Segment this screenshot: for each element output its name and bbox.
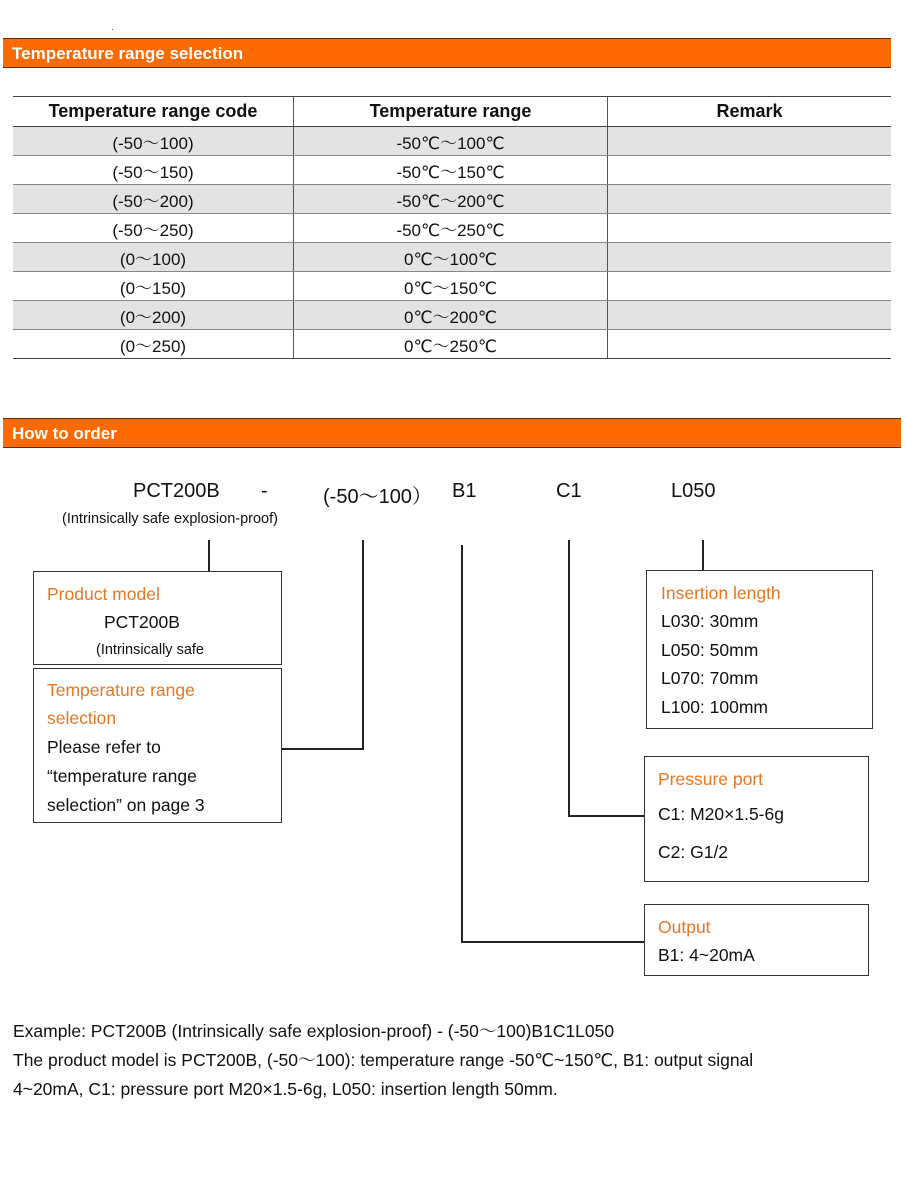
product-model-note: (Intrinsically safe bbox=[96, 642, 204, 658]
code-model: PCT200B bbox=[133, 480, 220, 502]
cell-code: (-50～150) bbox=[13, 156, 294, 185]
connector-temperature-h bbox=[282, 748, 364, 750]
cell-remark bbox=[608, 272, 892, 301]
code-temperature: (-50～100） bbox=[323, 486, 432, 508]
insertion-length-item: L030: 30mm bbox=[661, 611, 759, 631]
cell-range: 0℃～100℃ bbox=[294, 243, 608, 272]
temperature-selection-box bbox=[33, 668, 282, 823]
code-dash: - bbox=[261, 480, 268, 502]
example-line-3: 4~20mA, C1: pressure port M20×1.5-6g, L050: insertion length 50mm. bbox=[13, 1079, 558, 1099]
product-model-box bbox=[33, 571, 282, 665]
connector-product bbox=[208, 540, 210, 572]
cell-remark bbox=[608, 214, 892, 243]
connector-output-h bbox=[461, 941, 645, 943]
cell-code: (0～250) bbox=[13, 330, 294, 359]
cell-range: 0℃～200℃ bbox=[294, 301, 608, 330]
cell-code: (0～100) bbox=[13, 243, 294, 272]
cell-code: (0～150) bbox=[13, 272, 294, 301]
cell-remark bbox=[608, 127, 892, 156]
table-row bbox=[13, 243, 891, 272]
temperature-range-table bbox=[13, 96, 891, 359]
pressure-port-title: Pressure port bbox=[658, 769, 764, 789]
insertion-length-item: L050: 50mm bbox=[661, 640, 759, 660]
output-title: Output bbox=[658, 917, 711, 937]
product-model-title: Product model bbox=[47, 584, 160, 604]
cell-remark bbox=[608, 330, 892, 359]
table-row bbox=[13, 214, 891, 243]
cell-range: -50℃～150℃ bbox=[294, 156, 608, 185]
cell-code: (0～200) bbox=[13, 301, 294, 330]
top-mark: · bbox=[111, 24, 114, 34]
product-model-value: PCT200B bbox=[104, 612, 180, 632]
table-row bbox=[13, 272, 891, 301]
header-remark: Remark bbox=[608, 97, 892, 127]
insertion-length-item: L070: 70mm bbox=[661, 668, 759, 688]
cell-range: -50℃～250℃ bbox=[294, 214, 608, 243]
code-port: C1 bbox=[556, 480, 582, 502]
insertion-length-item: L100: 100mm bbox=[661, 697, 769, 717]
example-paragraph bbox=[13, 1017, 893, 1104]
header-code: Temperature range code bbox=[13, 97, 294, 127]
table-row bbox=[13, 185, 891, 214]
header-range: Temperature range bbox=[294, 97, 608, 127]
insertion-length-box bbox=[646, 570, 873, 729]
table-row bbox=[13, 127, 891, 156]
code-output: B1 bbox=[452, 480, 477, 502]
temperature-selection-line-1: Please refer to bbox=[47, 737, 161, 757]
connector-port-v bbox=[568, 540, 570, 817]
output-item: B1: 4~20mA bbox=[658, 945, 755, 965]
cell-range: 0℃～250℃ bbox=[294, 330, 608, 359]
connector-output-v bbox=[461, 545, 463, 943]
cell-remark bbox=[608, 301, 892, 330]
connector-length bbox=[702, 540, 704, 572]
cell-code: (-50～250) bbox=[13, 214, 294, 243]
output-box bbox=[644, 904, 869, 976]
temperature-selection-title-1: Temperature range bbox=[47, 680, 195, 700]
pressure-port-item: C2: G1/2 bbox=[658, 842, 729, 862]
cell-remark bbox=[608, 243, 892, 272]
cell-range: -50℃～100℃ bbox=[294, 127, 608, 156]
section-header-order: How to order bbox=[3, 418, 901, 448]
pressure-port-box bbox=[644, 756, 869, 882]
example-line-2: The product model is PCT200B, (-50～100): temperature range -50℃~150℃, B1: output signal bbox=[13, 1050, 754, 1070]
cell-remark bbox=[608, 185, 892, 214]
temperature-selection-title-2: selection bbox=[47, 708, 117, 728]
cell-range: -50℃～200℃ bbox=[294, 185, 608, 214]
code-length: L050 bbox=[671, 480, 716, 502]
table-row bbox=[13, 330, 891, 359]
connector-port-h bbox=[568, 815, 645, 817]
insertion-length-title: Insertion length bbox=[661, 583, 781, 603]
connector-temperature-v bbox=[362, 540, 364, 750]
code-subtitle: (Intrinsically safe explosion-proof) bbox=[62, 511, 278, 527]
cell-code: (-50～200) bbox=[13, 185, 294, 214]
cell-range: 0℃～150℃ bbox=[294, 272, 608, 301]
temperature-selection-line-3: selection” on page 3 bbox=[47, 795, 205, 815]
cell-code: (-50～100) bbox=[13, 127, 294, 156]
section-header-temperature: Temperature range selection bbox=[3, 38, 891, 68]
cell-remark bbox=[608, 156, 892, 185]
example-line-1: Example: PCT200B (Intrinsically safe explosion-proof) - (-50～100)B1C1L050 bbox=[13, 1021, 615, 1041]
temperature-selection-line-2: “temperature range bbox=[47, 766, 197, 786]
table-header-row bbox=[13, 97, 891, 127]
pressure-port-item: C1: M20×1.5-6g bbox=[658, 804, 784, 824]
table-row bbox=[13, 301, 891, 330]
table-row bbox=[13, 156, 891, 185]
